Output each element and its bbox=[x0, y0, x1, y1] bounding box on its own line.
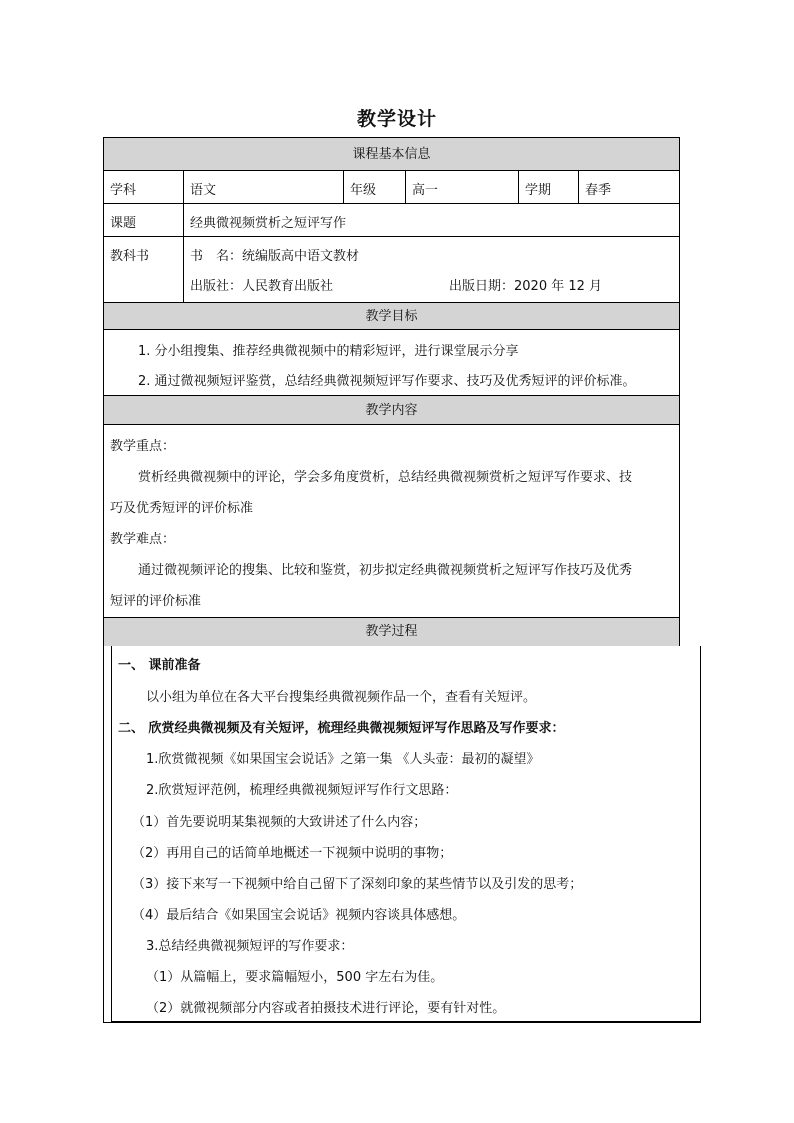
process-subitem: （1）首先要说明某集视频的大致讲述了什么内容； bbox=[132, 815, 427, 830]
difficulty-line: 通过微视频评论的搜集、比较和鉴赏，初步拟定经典微视频赏析之短评写作技巧及优秀 bbox=[138, 563, 633, 578]
topic-label-cell bbox=[104, 204, 184, 236]
goals-header-label: 教学目标 bbox=[365, 309, 418, 324]
goals-header bbox=[104, 303, 679, 330]
process-subitem: （2）就微视频部分内容或者拍摄技术进行评论，要有针对性。 bbox=[146, 1001, 506, 1016]
subject-row bbox=[104, 171, 679, 204]
subject-label: 学科 bbox=[110, 183, 137, 198]
course-info-header-label: 课程基本信息 bbox=[352, 147, 431, 162]
topic-label: 课题 bbox=[110, 216, 137, 231]
section-title: 二、 欣赏经典微视频及有关短评，梳理经典微视频短评写作思路及写作要求： bbox=[118, 721, 565, 736]
difficulty-label: 教学难点： bbox=[110, 532, 176, 547]
content-header-label: 教学内容 bbox=[365, 403, 418, 418]
grade-value: 高一 bbox=[412, 183, 439, 198]
grade-value-cell bbox=[406, 171, 519, 203]
process-left-border bbox=[103, 646, 104, 1023]
subject-value: 语文 bbox=[190, 183, 217, 198]
goal-item: 1. 分小组搜集、推荐经典微视频中的精彩短评，进行课堂展示分享 bbox=[138, 344, 519, 359]
page-title: 教学设计 bbox=[356, 108, 437, 130]
textbook-label: 教科书 bbox=[110, 249, 150, 264]
key-points-line: 巧及优秀短评的评价标准 bbox=[110, 501, 254, 516]
goals-body bbox=[104, 330, 679, 396]
process-bottom-border bbox=[103, 1022, 701, 1023]
process-item: 1.欣赏微视频《如果国宝会说话》之第一集 《人头壶：最初的凝望》 bbox=[146, 752, 540, 767]
difficulty-line: 短评的评价标准 bbox=[110, 594, 202, 609]
subject-label-cell bbox=[104, 171, 184, 203]
process-header-label: 教学过程 bbox=[365, 624, 418, 639]
pub-date: 出版日期：2020 年 12 月 bbox=[449, 279, 603, 294]
term-label: 学期 bbox=[525, 183, 552, 198]
process-subitem: （2）再用自己的话简单地概述一下视频中说明的事物； bbox=[132, 846, 453, 861]
publisher: 出版社：人民教育出版社 bbox=[190, 279, 334, 294]
process-subitem: （1）从篇幅上，要求篇幅短小，500 字左右为佳。 bbox=[146, 970, 444, 985]
content-header bbox=[104, 396, 679, 425]
goal-item: 2. 通过微视频短评鉴赏，总结经典微视频短评写作要求、技巧及优秀短评的评价标准。 bbox=[138, 374, 636, 389]
grade-label-cell bbox=[344, 171, 406, 203]
section-title: 一、 课前准备 bbox=[118, 658, 201, 673]
key-points-line: 赏析经典微视频中的评论，学会多角度赏析，总结经典微视频赏析之短评写作要求、技 bbox=[138, 470, 633, 485]
process-header bbox=[104, 618, 679, 646]
course-table bbox=[103, 137, 680, 646]
process-item: 3.总结经典微视频短评的写作要求： bbox=[146, 939, 354, 954]
term-value-cell bbox=[579, 171, 679, 203]
key-points-label: 教学重点： bbox=[110, 439, 176, 454]
term-value: 春季 bbox=[585, 183, 612, 198]
book-name: 书 名：统编版高中语文教材 bbox=[190, 249, 360, 264]
grade-label: 年级 bbox=[350, 183, 377, 198]
topic-row bbox=[104, 204, 679, 237]
course-info-header bbox=[104, 138, 679, 171]
term-label-cell bbox=[519, 171, 579, 203]
content-body bbox=[104, 425, 679, 618]
textbook-label-cell bbox=[104, 237, 184, 302]
textbook-row bbox=[104, 237, 679, 303]
process-text: 以小组为单位在各大平台搜集经典微视频作品一个，查看有关短评。 bbox=[146, 690, 537, 705]
topic-value: 经典微视频赏析之短评写作 bbox=[190, 216, 347, 231]
process-subitem: （3）接下来写一下视频中给自己留下了深刻印象的某些情节以及引发的思考； bbox=[132, 877, 583, 892]
process-item: 2.欣赏短评范例，梳理经典微视频短评写作行文思路： bbox=[146, 783, 458, 798]
process-subitem: （4）最后结合《如果国宝会说话》视频内容谈具体感想。 bbox=[132, 908, 466, 923]
subject-value-cell bbox=[184, 171, 344, 203]
